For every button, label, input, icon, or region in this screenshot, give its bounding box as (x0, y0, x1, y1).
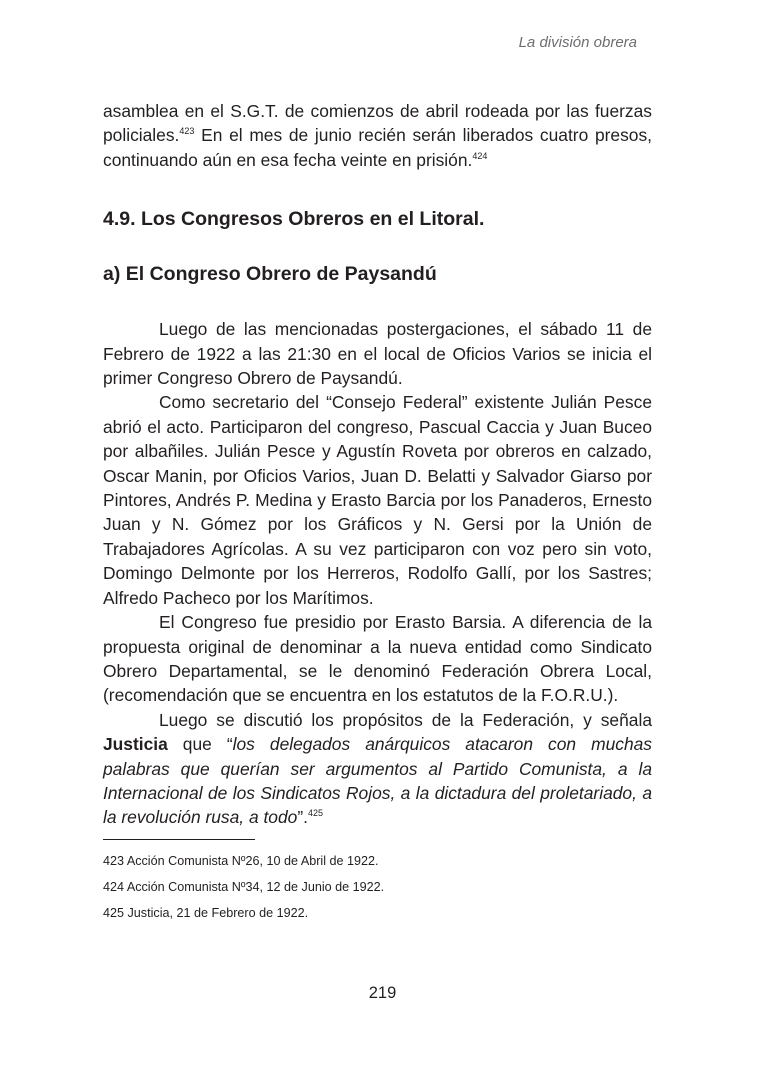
quotation: los delegados anárquicos atacaron con muchas palabras que querían ser argumentos al Partido Comunista, a la Internacional de los Sindicatos Rojos, a la dictadura del proletariado, a la revolución rusa, a todo (103, 734, 652, 828)
body-paragraph-last (103, 708, 652, 830)
subsection-heading: a) El Congreso Obrero de Paysandú (103, 263, 437, 286)
footnote-ref-425: 425 (307, 808, 323, 819)
footnote-divider (103, 839, 255, 840)
opening-text-2: En el mes de junio recién serán liberados cuatro presos, continuando aún en esa fecha veinte en prisión. (103, 125, 652, 170)
opening-paragraph (103, 99, 652, 172)
footnote-ref-423: 423 (179, 126, 195, 137)
last-close-text: ”. (297, 807, 308, 828)
page-body (103, 99, 652, 926)
running-head: La división obrera (518, 34, 637, 51)
opening-text-1: asamblea en el S.G.T. de comienzos de abril rodeada por las fuerzas policiales. (103, 101, 652, 146)
footnote: 425 Justicia, 21 de Febrero de 1922. (103, 905, 309, 920)
body-paragraph: Como secretario del “Consejo Federal” existente Julián Pesce abrió el acto. Participaron del congreso, Pascual Caccia y Juan Buceo por albañiles. Julián Pesce y Agustín Roveta por obreros en calzado, Oscar Manin, por Oficios Varios, Juan D. Belatti y Salvador Giarso por Pintores, Andrés P. Medina y Erasto Barcia por los Panaderos, Ernesto Juan y N. Gómez por los Gráficos y N. Gersi por la Unión de Trabajadores Agrícolas. A su vez participaron con voz pero sin voto, Domingo Delmonte por los Herreros, Rodolfo Gallí, por los Sastres; Alfredo Pacheco por los Marítimos. (103, 392, 652, 608)
body-paragraph: Luego de las mencionadas postergaciones, el sábado 11 de Febrero de 1922 a las 21:30 en el local de Oficios Varios se inicia el primer Congreso Obrero de Paysandú. (103, 319, 652, 389)
footnote-ref-424: 424 (472, 151, 488, 162)
page-number: 219 (368, 984, 397, 1002)
last-lead-text: Luego se discutió los propósitos de la Federación, y señala (159, 709, 652, 730)
footnote: 423 Acción Comunista Nº26, 10 de Abril de 1922. (103, 853, 379, 868)
last-mid-text: que “ (167, 734, 233, 755)
section-heading: 4.9. Los Congresos Obreros en el Litoral. (103, 208, 485, 231)
newspaper-name: Justicia (103, 734, 168, 755)
body-paragraph: El Congreso fue presidio por Erasto Barsia. A diferencia de la propuesta original de denominar a la nueva entidad como Sindicato Obrero Departamental, se le denominó Federación Obrera Local, (recomendación que se encuentra en los estatutos de la F.O.R.U.). (103, 612, 652, 706)
footnote: 424 Acción Comunista Nº34, 12 de Junio de 1922. (103, 879, 385, 894)
